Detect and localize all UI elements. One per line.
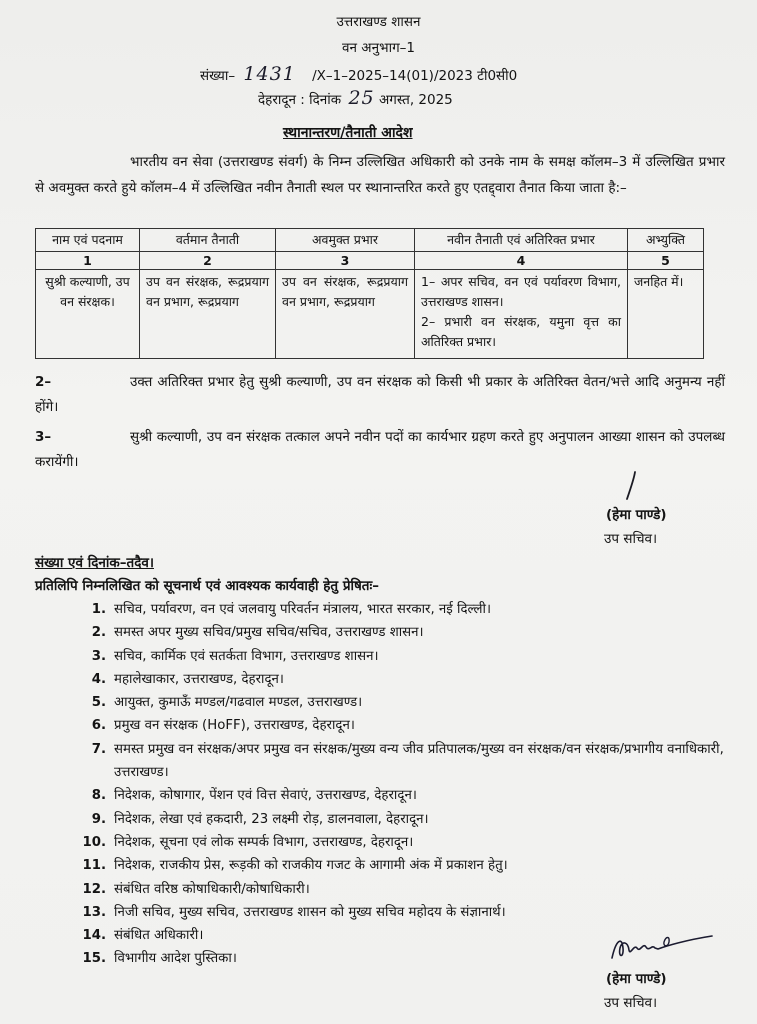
remarks-cell: जनहित में। (628, 270, 704, 359)
new-posting-item: 2– प्रभारी वन संरक्षक, यमुना वृत्त का अतिरिक्त प्रभार। (421, 314, 621, 349)
list-number: 6. (91, 718, 106, 734)
column-number: 5 (628, 252, 704, 270)
list-item (80, 621, 730, 644)
list-number: 4. (91, 671, 106, 687)
list-item (80, 691, 730, 714)
list-item (80, 901, 730, 924)
copy-heading: प्रतिलिपि निम्नलिखित को सूचनार्थ एवं आवश्यक कार्यवाही हेतु प्रेषितः– (35, 578, 379, 594)
signature-mark (622, 470, 642, 502)
list-item (80, 714, 730, 737)
list-number: 11. (82, 858, 106, 874)
paragraph-number: 3– (35, 429, 52, 445)
signatory-name: (हेमा पाण्डे) (606, 507, 667, 523)
government-heading: उत्तराखण्ड शासन (336, 14, 421, 30)
section-heading: वन अनुभाग–1 (341, 40, 416, 56)
column-header-new-posting: नवीन तैनाती एवं अतिरिक्त प्रभार (415, 229, 628, 252)
list-item (80, 854, 730, 877)
column-number-row (36, 252, 704, 270)
posting-table (35, 228, 704, 359)
list-number: 12. (82, 881, 106, 897)
list-number: 5. (91, 695, 106, 711)
list-text: महालेखाकार, उत्तराखण्ड, देहरादून। (114, 671, 284, 687)
list-text: निदेशक, राजकीय प्रेस, रूड़की को राजकीय गजट के आगामी अंक में प्रकाशन हेतु। (114, 858, 508, 874)
list-number: 13. (82, 904, 106, 920)
list-number: 1. (91, 602, 106, 617)
signatory-designation: उप सचिव। (604, 531, 658, 547)
list-number: 7. (91, 741, 106, 757)
list-text: समस्त प्रमुख वन संरक्षक/अपर प्रमुख वन संरक्षक/मुख्य वन्य जीव प्रतिपालक/मुख्य वन संरक्षक/वन संरक्षक/प्रभागीय वनाधिकारी, उत्तराखण्ड। (114, 741, 724, 781)
copy-reference: संख्या एवं दिनांक–तदैव। (35, 555, 154, 571)
list-item (80, 808, 730, 831)
list-text: समस्त अपर मुख्य सचिव/प्रमुख सचिव/सचिव, उत्तराखण्ड शासन। (114, 625, 424, 641)
list-text: निदेशक, सूचना एवं लोक सम्पर्क विभाग, उत्तराखण्ड, देहरादून। (114, 834, 414, 850)
signatory-designation: उप सचिव। (604, 995, 658, 1011)
list-text: प्रमुख वन संरक्षक (HoFF), उत्तराखण्ड, देहरादून। (114, 718, 355, 734)
relieved-charge-cell: उप वन संरक्षक, रूद्रप्रयाग वन प्रभाग, रूद्रप्रयाग (276, 270, 415, 359)
list-text: निदेशक, कोषागार, पेंशन एवं वित्त सेवाएं, उत्तराखण्ड, देहरादून। (114, 788, 417, 804)
order-number-line (200, 63, 517, 85)
date-handwritten: 25 (348, 87, 375, 109)
list-number: 14. (82, 928, 106, 944)
signatory-name: (हेमा पाण्डे) (606, 971, 667, 987)
paragraph-2 (35, 370, 725, 420)
paragraph-number: 2– (35, 374, 52, 390)
list-text: निजी सचिव, मुख्य सचिव, उत्तराखण्ड शासन को मुख्य सचिव महोदय के संज्ञानार्थ। (114, 904, 506, 920)
copy-recipient-list (80, 598, 730, 971)
paragraph-3 (35, 425, 725, 475)
date-suffix: अगस्त, 2025 (378, 92, 453, 108)
column-header-name: नाम एवं पदनाम (36, 229, 140, 252)
order-number-suffix: /X–1–2025–14(01)/2023 टी0सी0 (312, 68, 518, 84)
order-number-label: संख्या– (200, 68, 236, 84)
list-item (80, 878, 730, 901)
order-number-handwritten: 1431 (243, 63, 296, 85)
table-row (36, 270, 704, 359)
new-posting-item: 1– अपर सचिव, वन एवं पर्यावरण विभाग, उत्तराखण्ड शासन। (421, 274, 621, 309)
paragraph-text: सुश्री कल्याणी, उप वन संरक्षक तत्काल अपने नवीन पदों का कार्यभार ग्रहण करते हुए अनुपालन आख्या शासन को उपलब्ध करायेंगी। (35, 429, 725, 470)
column-number: 3 (276, 252, 415, 270)
date-prefix: देहरादून : दिनांक (258, 92, 342, 108)
column-header-current: वर्तमान तैनाती (140, 229, 276, 252)
column-number: 4 (415, 252, 628, 270)
list-number: 3. (91, 648, 106, 664)
list-number: 9. (91, 811, 106, 827)
column-header-remarks: अभ्युक्ति (628, 229, 704, 252)
column-number: 2 (140, 252, 276, 270)
list-number: 10. (82, 834, 106, 850)
officer-name-cell: सुश्री कल्याणी, उप वन संरक्षक। (36, 270, 140, 359)
list-number: 8. (91, 788, 106, 804)
current-posting-cell: उप वन संरक्षक, रूद्रप्रयाग वन प्रभाग, रूद्रप्रयाग (140, 270, 276, 359)
list-text: संबंधित वरिष्ठ कोषाधिकारी/कोषाधिकारी। (114, 881, 310, 897)
list-text: संबंधित अधिकारी। (114, 928, 204, 944)
list-item (80, 784, 730, 807)
list-item (80, 645, 730, 668)
list-text: विभागीय आदेश पुस्तिका। (114, 951, 237, 967)
signature-scribble (606, 928, 718, 968)
list-item (80, 738, 730, 785)
list-number: 2. (91, 625, 106, 641)
list-text: आयुक्त, कुमाऊँ मण्डल/गढवाल मण्डल, उत्तराखण्ड। (114, 695, 363, 711)
date-line (258, 87, 453, 109)
intro-paragraph: भारतीय वन सेवा (उत्तराखण्ड संवर्ग) के निम्न उल्लिखित अधिकारी को उनके नाम के समक्ष कॉलम–3 में उल्लिखित प्रभार से अवमुक्त करते हुये कॉलम–4 में उल्लिखित नवीन तैनाती स्थल पर स्थानान्तरित करते हुए एतद्द्वारा तैनात किया जाता है:– (35, 154, 725, 196)
list-text: सचिव, पर्यावरण, वन एवं जलवायु परिवर्तन मंत्रालय, भारत सरकार, नई दिल्ली। (114, 602, 492, 617)
list-item (80, 668, 730, 691)
list-number: 15. (82, 951, 106, 967)
table-header-row (36, 229, 704, 252)
new-posting-cell (415, 270, 628, 359)
paragraph-text: उक्त अतिरिक्त प्रभार हेतु सुश्री कल्याणी, उप वन संरक्षक को किसी भी प्रकार के अतिरिक्त वेतन/भत्ते आदि अनुमन्य नहीं होंगे। (35, 374, 725, 415)
list-text: सचिव, कार्मिक एवं सतर्कता विभाग, उत्तराखण्ड शासन। (114, 648, 379, 664)
list-text: निदेशक, लेखा एवं हकदारी, 23 लक्ष्मी रोड़, डालनवाला, देहरादून। (114, 811, 429, 827)
column-header-relieved: अवमुक्त प्रभार (276, 229, 415, 252)
list-item (80, 831, 730, 854)
list-item (80, 598, 730, 621)
order-title: स्थानान्तरण/तैनाती आदेश (283, 125, 413, 141)
column-number: 1 (36, 252, 140, 270)
